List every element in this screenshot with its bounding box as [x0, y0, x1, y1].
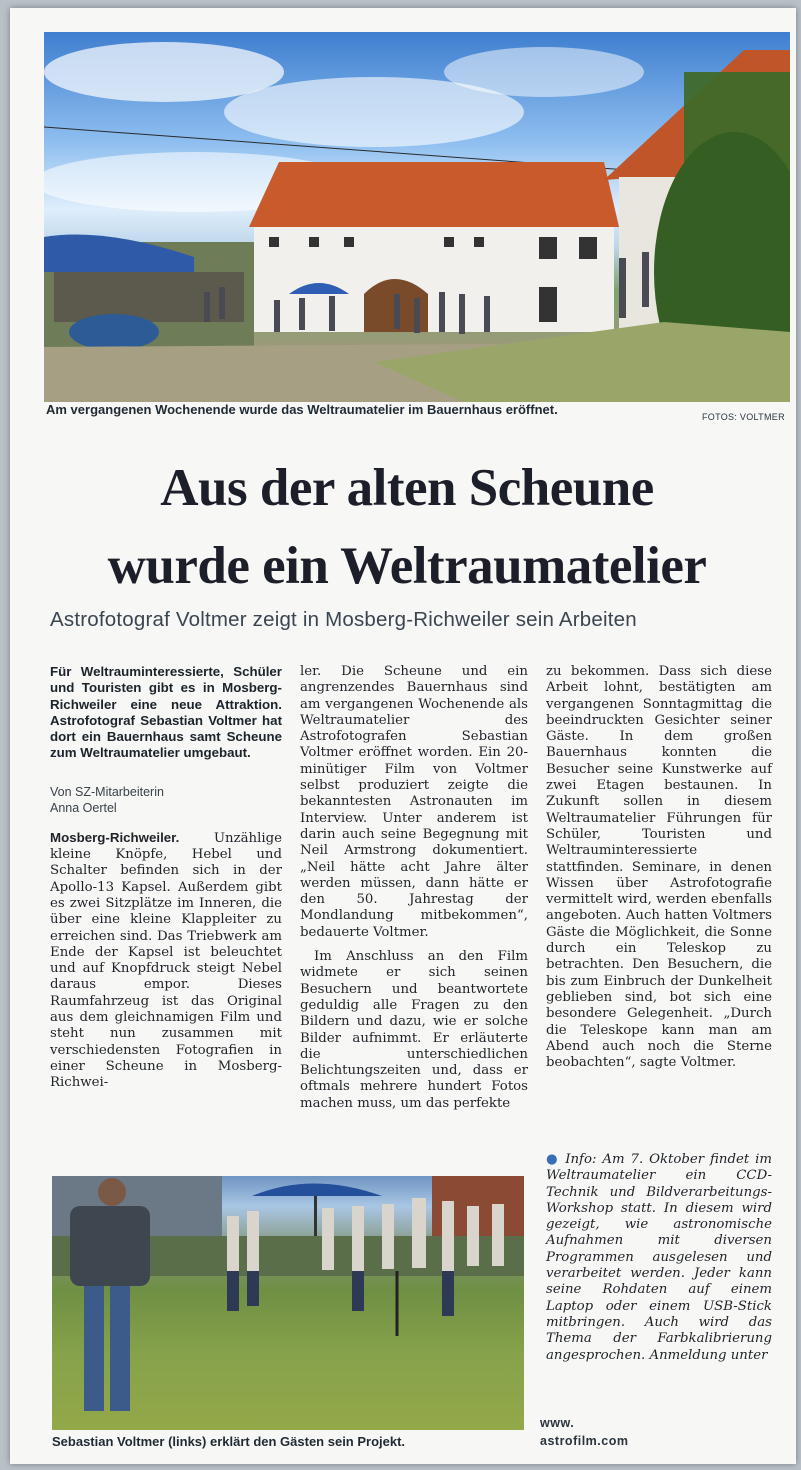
column-3 — [546, 664, 772, 1071]
website-prefix: www. — [540, 1416, 575, 1430]
farmhouse-photo — [44, 32, 790, 402]
paragraph-2: ler. Die Scheune und ein angrenzendes Bauernhaus sind am vergangenen Wochenende als Weltraumatelier des Astrofotografen Sebastian Voltmer eröffnet worden. Ein 20-minütiger Film von Voltmer selbst produziert zeigte die bekanntesten Astronauten im Interview. Unter anderem ist darin auch seine Begegnung mit Neil Armstrong dokumentiert. „Neil hätte acht Jahre älter werden müssen, dann hätte er den 50. Jahrestag der Mondlandung mitbekommen“, bedauerte Voltmer. — [300, 664, 528, 940]
presentation-illustration — [52, 1176, 524, 1430]
photo-caption-bottom: Sebastian Voltmer (links) erklärt den Gästen sein Projekt. — [52, 1434, 406, 1449]
info-box — [546, 1152, 772, 1364]
paragraph-4: zu bekommen. Dass sich diese Arbeit lohnt, bestätigten am vergangenen Sonntagmittag die beeindruckten Gesichter seiner Gäste. In dem großen Bauernhaus konnten die Besucher seine Kunstwerke auf zwei Etagen bestaunen. In Zukunft sollen in diesem Weltraumatelier Führungen für Schüler, Touristen und Weltrauminteressierte stattfinden. Seminare, in denen Wissen über Astrofotografie vermittelt wird, werden ebenfalls angeboten. Auch hatten Voltmers Gäste die Möglichkeit, die Sonne durch ein Teleskop zu betrachten. Den Besuchern, die bis zum Einbruch der Dunkelheit geblieben sind, bot sich eine besondere Gelegenheit. „Durch die Teleskope kann man am Abend auch noch die Sterne beobachten“, sagte Voltmer. — [546, 664, 772, 1071]
column-2 — [300, 664, 528, 1112]
photo-caption-top: Am vergangenen Wochenende wurde das Weltraumatelier im Bauernhaus eröffnet. — [46, 402, 558, 417]
byline-role: Von SZ-Mitarbeiterin — [50, 784, 164, 799]
headline-line-2: wurde ein Weltraumatelier — [107, 537, 707, 595]
bullet-icon: ● — [546, 1152, 560, 1167]
headline-line-1: Aus der alten Scheune — [160, 459, 654, 517]
subheadline: Astrofotograf Voltmer zeigt in Mosberg-Richweiler sein Arbeiten — [50, 608, 637, 631]
farmhouse-illustration — [44, 32, 790, 402]
paragraph-1-text: Unzählige kleine Knöpfe, Hebel und Schalter befinden sich in der Apollo-13 Kapsel. Außerdem gibt es zwei Sitzplätze im Inneren, die über eine kleine Klappleiter zu erreichen sind. Das Triebwerk am Ende der Kapsel ist beleuchtet und auf Knopfdruck steigt Nebel daraus empor. Dieses Raumfahrzeug ist das Original aus dem gleichnamigen Film und steht nun zusammen mit verschiedensten Fotografien in einer Scheune in Mosberg-Richwei- — [50, 830, 282, 1091]
info-text: Info: Am 7. Oktober findet im Weltraumatelier ein CCD-Technik und Bildverarbeitungs-Workshop statt. In diesem wird gezeigt, wie astronomische Aufnahmen mit diversen Programmen ausgelesen und verarbeitet werden. Jeder kann seine Rohdaten auf einem Laptop oder einem USB-Stick mitbringen. Auch wird das Thema der Farbkalibrierung angesprochen. Anmeldung unter — [546, 1152, 772, 1363]
paragraph-3: Im Anschluss an den Film widmete er sich seinen Besuchern und beantwortete geduldig alle Fragen zu den Bildern und dazu, wie er solche Bilder aufnimmt. Er erläuterte die unterschiedlichen Belichtungszeiten und, dass er oftmals mehrere hundert Fotos machen muss, um das perfekte — [300, 949, 528, 1111]
byline-author: Anna Oertel — [50, 800, 117, 815]
lead-paragraph: Für Weltrauminteressierte, Schüler und Touristen gibt es in Mosberg-Richweiler eine neue Attraktion. Astrofotograf Sebastian Voltmer hat dort ein Bauernhaus samt Scheune zum Weltraumatelier umgebaut. — [50, 664, 282, 761]
website-domain: astrofilm.com — [540, 1434, 629, 1448]
paragraph-1 — [50, 830, 282, 1092]
dateline: Mosberg-Richweiler. — [50, 829, 180, 845]
presentation-photo — [52, 1176, 524, 1430]
column-1 — [50, 664, 282, 1092]
photo-credit: FOTOS: VOLTMER — [702, 412, 785, 422]
